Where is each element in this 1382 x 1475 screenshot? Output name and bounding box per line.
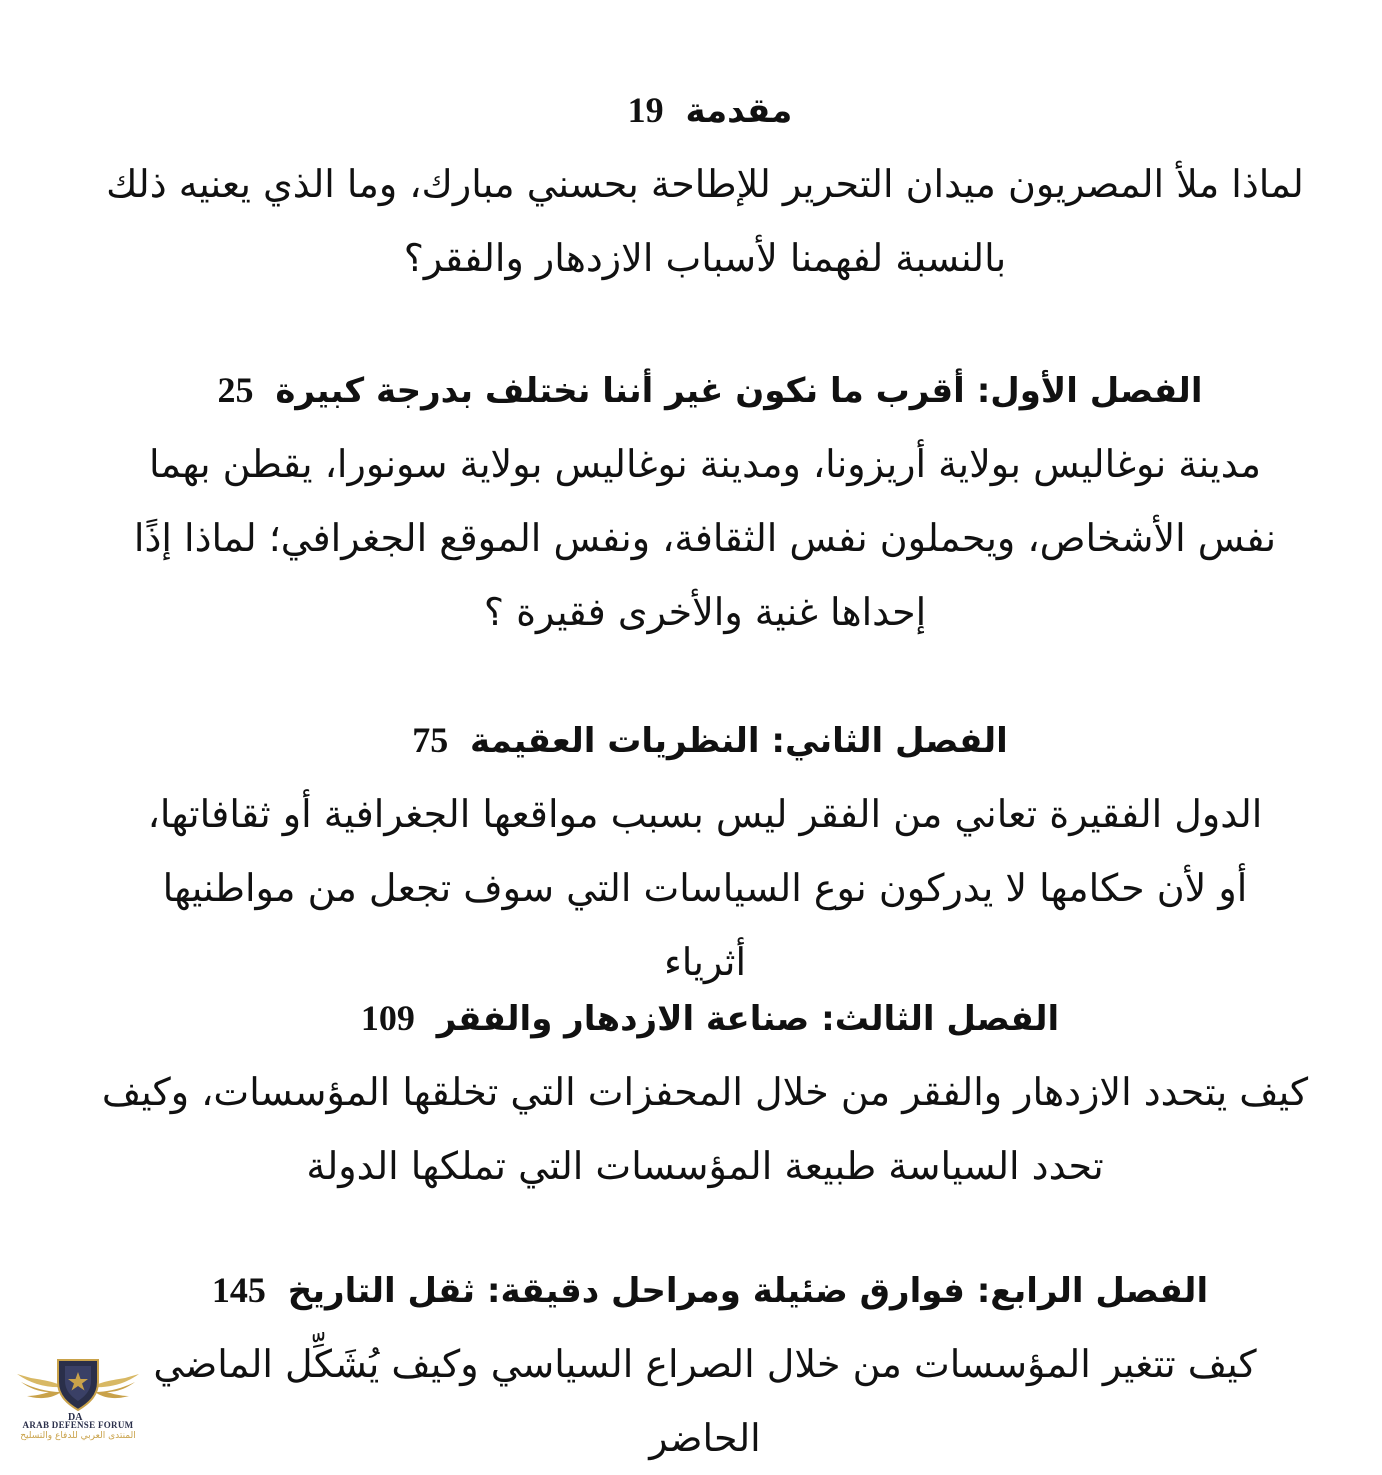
toc-chapter-2 <box>70 718 1340 999</box>
intro-heading <box>70 88 1340 133</box>
intro-label: مقدمة <box>685 91 793 131</box>
chapter-4-title: فوارق ضئيلة ومراحل دقيقة: ثقل التاريخ <box>287 1271 965 1311</box>
logo-name-ar: المنتدى العربي للدفاع والتسليح <box>20 1431 136 1441</box>
chapter-2-title: النظريات العقيمة <box>470 721 760 761</box>
chapter-3-page-number: 109 <box>360 998 415 1038</box>
logo-mark: DA <box>68 1412 83 1423</box>
chapter-4-page-number: 145 <box>211 1270 266 1310</box>
chapter-4-label: الفصل الرابع: <box>976 1271 1209 1311</box>
chapter-4-description: كيف تتغير المؤسسات من خلال الصراع السياسي وكيف يُشَكِّل الماضي الحاضر <box>153 1342 1257 1460</box>
chapter-4-heading <box>70 1268 1340 1313</box>
toc-chapter-4 <box>70 1268 1340 1475</box>
chapter-1-title: أقرب ما نكون غير أننا نختلف بدرجة كبيرة <box>275 371 965 411</box>
chapter-2-label: الفصل الثاني: <box>771 721 1008 761</box>
chapter-1-description: مدينة نوغاليس بولاية أريزونا، ومدينة نوغاليس بولاية سونورا، يقطن بهما نفس الأشخاص، ويحملون نفس الثقافة، ونفس الموقع الجغرافي؛ لماذا إذًا إحداها غنية والأخرى فقيرة ؟ <box>133 442 1277 634</box>
chapter-2-heading <box>70 718 1340 763</box>
chapter-3-label: الفصل الثالث: <box>821 999 1060 1039</box>
logo-name-en: ARAB DEFENSE FORUM <box>22 1420 134 1430</box>
intro-page-number: 19 <box>627 90 664 130</box>
arab-defense-forum-logo <box>8 1352 148 1457</box>
chapter-1-page-number: 25 <box>217 370 254 410</box>
chapter-3-heading <box>70 996 1340 1041</box>
chapter-1-heading <box>70 368 1340 413</box>
toc-chapter-1 <box>70 368 1340 649</box>
chapter-2-page-number: 75 <box>412 720 449 760</box>
toc-intro <box>70 88 1340 295</box>
toc-chapter-3 <box>70 996 1340 1203</box>
chapter-3-description: كيف يتحدد الازدهار والفقر من خلال المحفزات التي تخلقها المؤسسات، وكيف تحدد السياسة طبيعة المؤسسات التي تملكها الدولة <box>101 1070 1309 1188</box>
chapter-2-description: الدول الفقيرة تعاني من الفقر ليس بسبب مواقعها الجغرافية أو ثقافاتها، أو لأن حكامها لا يدركون نوع السياسات التي سوف تجعل من مواطنيها أثرياء <box>147 792 1263 984</box>
intro-description: لماذا ملأ المصريون ميدان التحرير للإطاحة بحسني مبارك، وما الذي يعنيه ذلك بالنسبة لفهمنا لأسباب الازدهار والفقر؟ <box>106 162 1304 280</box>
chapter-1-label: الفصل الأول: <box>976 371 1203 411</box>
chapter-3-title: صناعة الازدهار والفقر <box>436 999 810 1039</box>
